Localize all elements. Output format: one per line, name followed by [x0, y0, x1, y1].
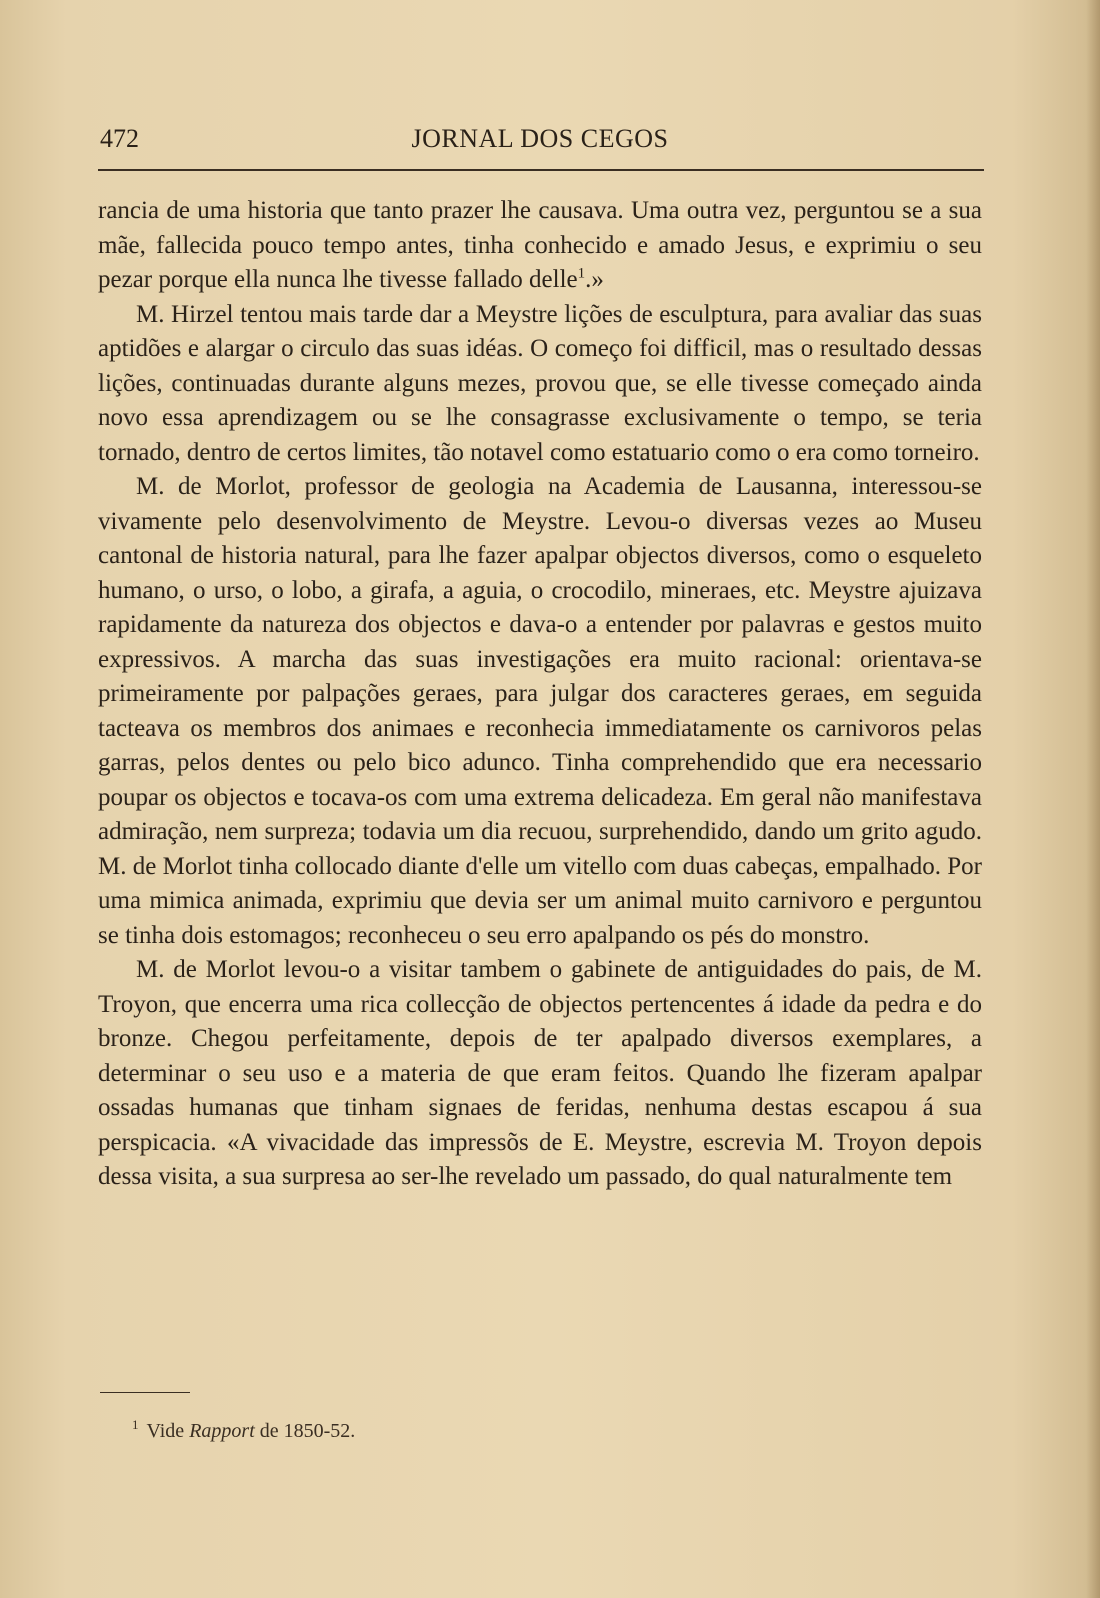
header-rule: [98, 169, 984, 171]
paragraph-1: [98, 194, 982, 298]
paragraph-2: M. Hirzel tentou mais tarde dar a Meystre lições de esculptura, para avaliar das suas aptidões e alargar o circulo das suas idéas. O começo foi difficil, mas o resultado dessas lições, continuadas durante alguns mezes, provou que, se elle tivesse começado ainda novo essa aprendizagem ou se lhe consagrasse exclusivamente o tempo, se teria tornado, dentro de certos limites, tão notavel como estatuario como o era como torneiro.: [98, 300, 982, 466]
running-title: JORNAL DOS CEGOS: [411, 124, 669, 153]
paragraph-1-tail: .»: [585, 266, 604, 293]
footnote-number: 1: [132, 1417, 139, 1433]
page-number: 472: [100, 124, 139, 153]
footnote-prefix: Vide: [146, 1420, 185, 1442]
page-edge-shadow: [1086, 0, 1100, 1598]
footnote-suffix: de 1850-52.: [259, 1420, 356, 1442]
footnote-rule: [100, 1392, 190, 1393]
paragraph-3: M. de Morlot, professor de geologia na Academia de Lausanna, interessou-se vivamente pelo desenvolvimento de Meystre. Levou-o diversas vezes ao Museu cantonal de historia natural, para lhe fazer apalpar objectos diversos, como o esqueleto humano, o urso, o lobo, a girafa, a aguia, o crocodilo, mineraes, etc. Meystre ajuizava rapidamente da natureza dos objectos e dava-o a entender por palavras e gestos muito expressivos. A marcha das suas investigações era muito racional: orientava-se primeiramente por palpações geraes, para julgar dos caracteres geraes, em seguida tacteava os membros dos animaes e reconhecia immediatamente os carnivoros pelas garras, pelos dentes ou pelo bico adunco. Tinha comprehendido que era necessario poupar os objectos e tocava-os com uma extrema delicadeza. Em geral não manifestava admiração, nem surpreza; todavia um dia recuou, surprehendido, dando um grito agudo. M. de Morlot tinha collocado diante d'elle um vitello com duas cabeças, empalhado. Por uma mimica animada, exprimiu que devia ser um animal muito carnivoro e perguntou se tinha dois estomagos; reconheceu o seu erro apalpando os pés do monstro.: [98, 473, 982, 949]
footnote-title: Rapport: [189, 1420, 255, 1442]
body-text: [98, 194, 982, 1195]
paragraph-1-text: rancia de uma historia que tanto prazer lhe causava. Uma outra vez, perguntou se a sua mãe, fallecida pouco tempo antes, tinha conhecido e amado Jesus, e exprimiu o seu pezar porque ella nunca lhe tivesse fallado delle: [98, 197, 982, 293]
footnote-marker: 1: [577, 265, 586, 282]
page-header: [96, 118, 984, 158]
paragraph-4: M. de Morlot levou-o a visitar tambem o gabinete de antiguidades do pais, de M. Troyon, que encerra uma rica collecção de objectos pertencentes á idade da pedra e do bronze. Chegou perfeitamente, depois de ter apalpado diversos exemplares, a determinar o seu uso e a materia de que eram feitos. Quando lhe fizeram apalpar ossadas humanas que tinham signaes de feridas, nenhuma destas escapou á sua perspicacia. «A vivacidade das impressõs de E. Meystre, escrevia M. Troyon depois dessa visita, a sua surpresa ao ser-lhe revelado um passado, do qual naturalmente tem: [98, 956, 982, 1190]
footnote: [132, 1417, 732, 1443]
